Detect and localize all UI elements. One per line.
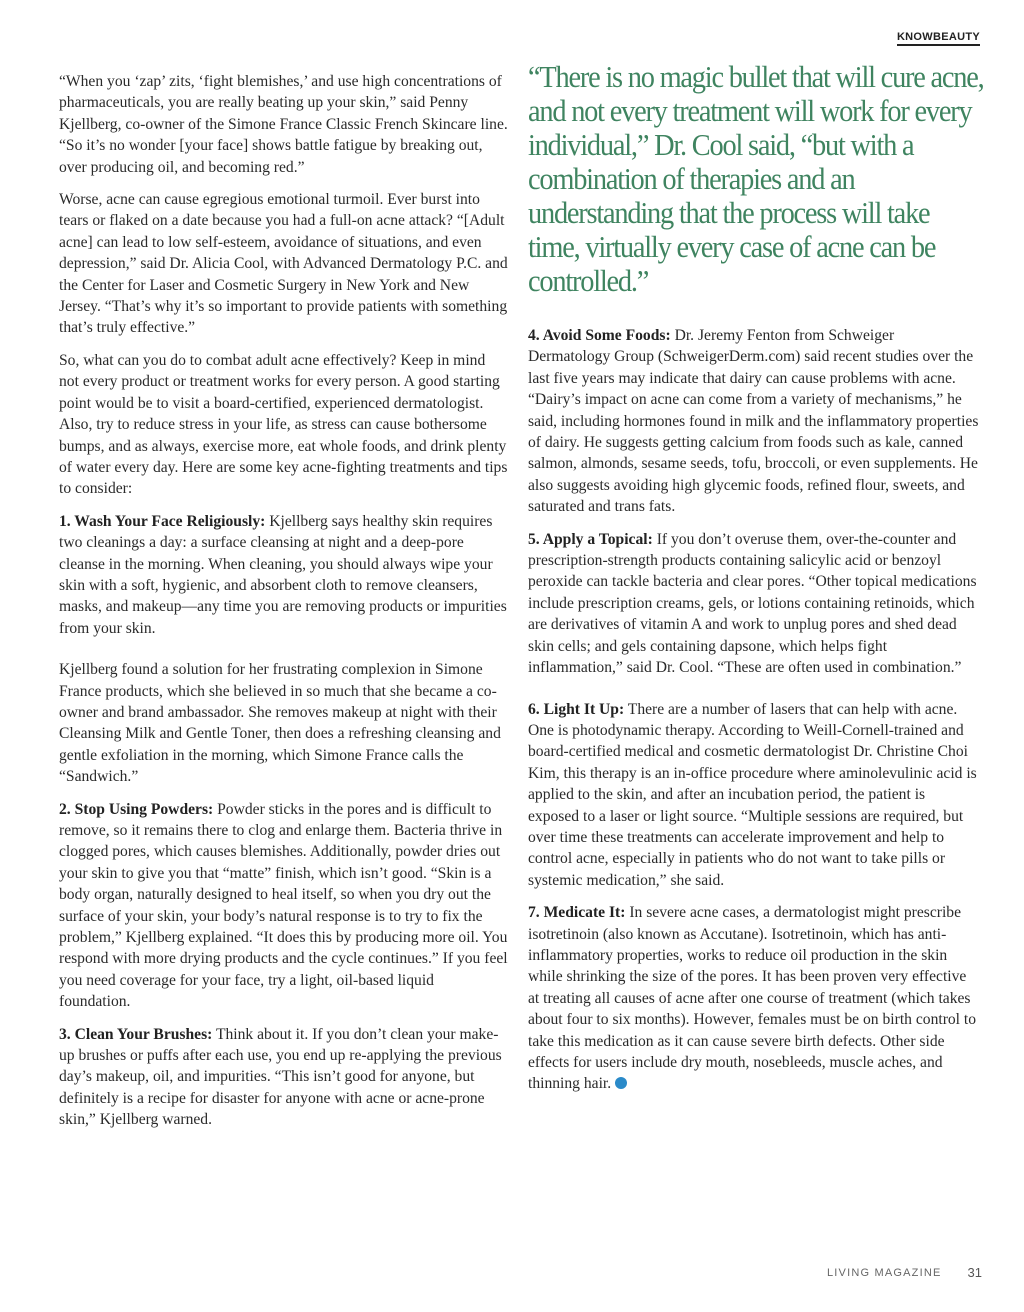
tip-wash-face-heading: 1. Wash Your Face Religiously:: [59, 512, 266, 530]
tip-medicate-it: [528, 902, 980, 1095]
tip-wash-face: [59, 511, 509, 639]
tip-light-it-up-heading: 6. Light It Up:: [528, 700, 625, 718]
section-tag-know: KNOW: [896, 31, 933, 43]
tip-wash-face-text: Kjellberg says healthy skin requires two cleanings a day: a surface cleansing at night and a deep-pore cleanse in the morning. When cleaning, you should always wipe your skin with a soft, hygienic, and absorbent cloth to remove cleansers, masks, and makeup—any time you are removing products or impurities from your skin.: [59, 512, 507, 637]
tip-stop-powders-heading: 2. Stop Using Powders:: [59, 800, 214, 818]
paragraph-intro: “When you ‘zap’ zits, ‘fight blemishes,’ and use high concentrations of pharmaceuticals, you are really beating up your skin,” said Penny Kjellberg, co-owner of the Simone France Classic French Skincare line. “So it’s no wonder [your face] shows battle fatigue by breaking out, over producing oil, and becoming red.”: [59, 73, 508, 176]
tip-stop-powders: [59, 799, 509, 1013]
magazine-name: LIVING MAGAZINE: [826, 1266, 942, 1279]
pull-quote: “There is no magic bullet that will cure acne, and not every treatment will work for every individual,” Dr. Cool said, “but with a combination of therapies and an understanding that the process will take time, virtually every case of acne can be controlled.”: [528, 60, 984, 298]
tip-clean-brushes: [59, 1024, 509, 1131]
tip-medicate-it-heading: 7. Medicate It:: [528, 904, 626, 922]
tip-light-it-up-text: There are a number of lasers that can help with acne. One is photodynamic therapy. According to Weill-Cornell-trained and board-certified medical and cosmetic dermatologist Dr. Christine Choi Kim, this therapy is an in-office procedure where aminolevulinic acid is applied to the skin, and after an incubation period, the patient is exposed to a laser or light source. “Multiple sessions are required, but over time these treatments can accelerate improvement and help to control acne, especially in patients who do not want to take pills or systemic medication,” she said.: [528, 700, 977, 889]
paragraph-combat: So, what can you do to combat adult acne effectively? Keep in mind not every product or treatment works for every person. A good starting point would be to visit a board-certified, experienced dermatologist. Also, try to reduce stress in your life, as stress can cause bothersome bumps, and as always, exercise more, eat whole foods, and drink plenty of water every day. Here are some key acne-fighting treatments and tips to consider:: [59, 351, 508, 498]
tip-medicate-it-text: In severe acne cases, a dermatologist might prescribe isotretinoin (also known as Accutane). Isotretinoin, which has anti-inflammatory properties, works to reduce oil production in the skin while shrinking the size of the pores. It has been proven very effective at treating all causes of acne after one course of treatment (which takes about four to six months). However, females must be on birth control to take this medication as it can cause severe birth defects. Other side effects for users include dry mouth, nosebleeds, muscle aches, and thinning hair.: [528, 904, 977, 1093]
page-number: 31: [967, 1265, 982, 1280]
tip-apply-topical-heading: 5. Apply a Topical:: [528, 530, 653, 548]
section-tag: [897, 31, 980, 46]
tip-avoid-foods-text: Dr. Jeremy Fenton from Schweiger Dermatology Group (SchweigerDerm.com) said recent studies over the last five years may indicate that dairy can cause problems with acne. “Dairy’s impact on acne can come from a variety of mechanisms,” he said, including hormones found in milk and the inflammatory properties of dairy. He suggests getting calcium from foods such as kale, canned salmon, almonds, sesame seeds, tofu, broccoli, or even supplements. He also suggests avoiding high glycemic foods, refined flour, sweets, and saturated and trans fats.: [528, 327, 979, 516]
tip-apply-topical: [528, 529, 980, 679]
tip-stop-powders-text: Powder sticks in the pores and is difficult to remove, so it remains there to clog and enlarge them. Bacteria thrive in clogged pores, which causes blemishes. Additionally, powder dries out your skin to give you that “matte” finish, which isn’t good. “Skin is a body organ, naturally designed to heal itself, so when you dry out the surface of your skin, your body’s natural response is to try to fix the problem,” Kjellberg explained. “It does this by producing more oil. You respond with more drying products and the cycle continues.” If you feel you need coverage for your face, try a light, oil-based liquid foundation.: [59, 800, 508, 1011]
tip-avoid-foods: [528, 325, 980, 518]
tip-clean-brushes-text: Think about it. If you don’t clean your make-up brushes or puffs after each use, you end up re-applying the previous day’s makeup, oil, and impurities. “This isn’t good for anyone, but definitely is a recipe for disaster for anyone with acne or acne-prone skin,” Kjellberg warned.: [59, 1025, 502, 1129]
paragraph-turmoil: Worse, acne can cause egregious emotional turmoil. Ever burst into tears or flaked on a date because you had a full-on acne attack? “[Adult acne] can lead to low self-esteem, avoidance of situations, and even depression,” said Dr. Alicia Cool, with Advanced Dermatology P.C. and the Center for Laser and Cosmetic Surgery in New York and New Jersey. “That’s why it’s so important to provide patients with something that’s truly effective.”: [59, 191, 508, 337]
tip-avoid-foods-heading: 4. Avoid Some Foods:: [528, 327, 671, 344]
tip-clean-brushes-heading: 3. Clean Your Brushes:: [59, 1025, 213, 1043]
end-of-article-icon: [615, 1077, 627, 1089]
page-footer: [827, 1265, 982, 1280]
section-tag-beauty: BEAUTY: [932, 31, 980, 43]
right-column: [528, 325, 980, 1106]
paragraph-simone-france: Kjellberg found a solution for her frustrating complexion in Simone France products, which she believed in so much that she became a co-owner and brand ambassador. She removes makeup at night with their Cleansing Milk and Gentle Toner, then does a refreshing cleansing and gentle exfoliation in the morning, which Simone France calls the “Sandwich.”: [59, 661, 501, 786]
tip-apply-topical-text: If you don’t overuse them, over-the-counter and prescription-strength products containing salicylic acid or benzoyl peroxide can tackle bacteria and clear pores. “Other topical medications include prescription creams, gels, or lotions containing retinoids, which are derivatives of vitamin A and work to unplug pores and shed dead skin cells; and gels containing dapsone, which helps fight inflammation,” said Dr. Cool. “These are often used in combination.”: [528, 530, 977, 677]
tip-light-it-up: [528, 699, 980, 892]
left-column: [59, 71, 509, 1142]
